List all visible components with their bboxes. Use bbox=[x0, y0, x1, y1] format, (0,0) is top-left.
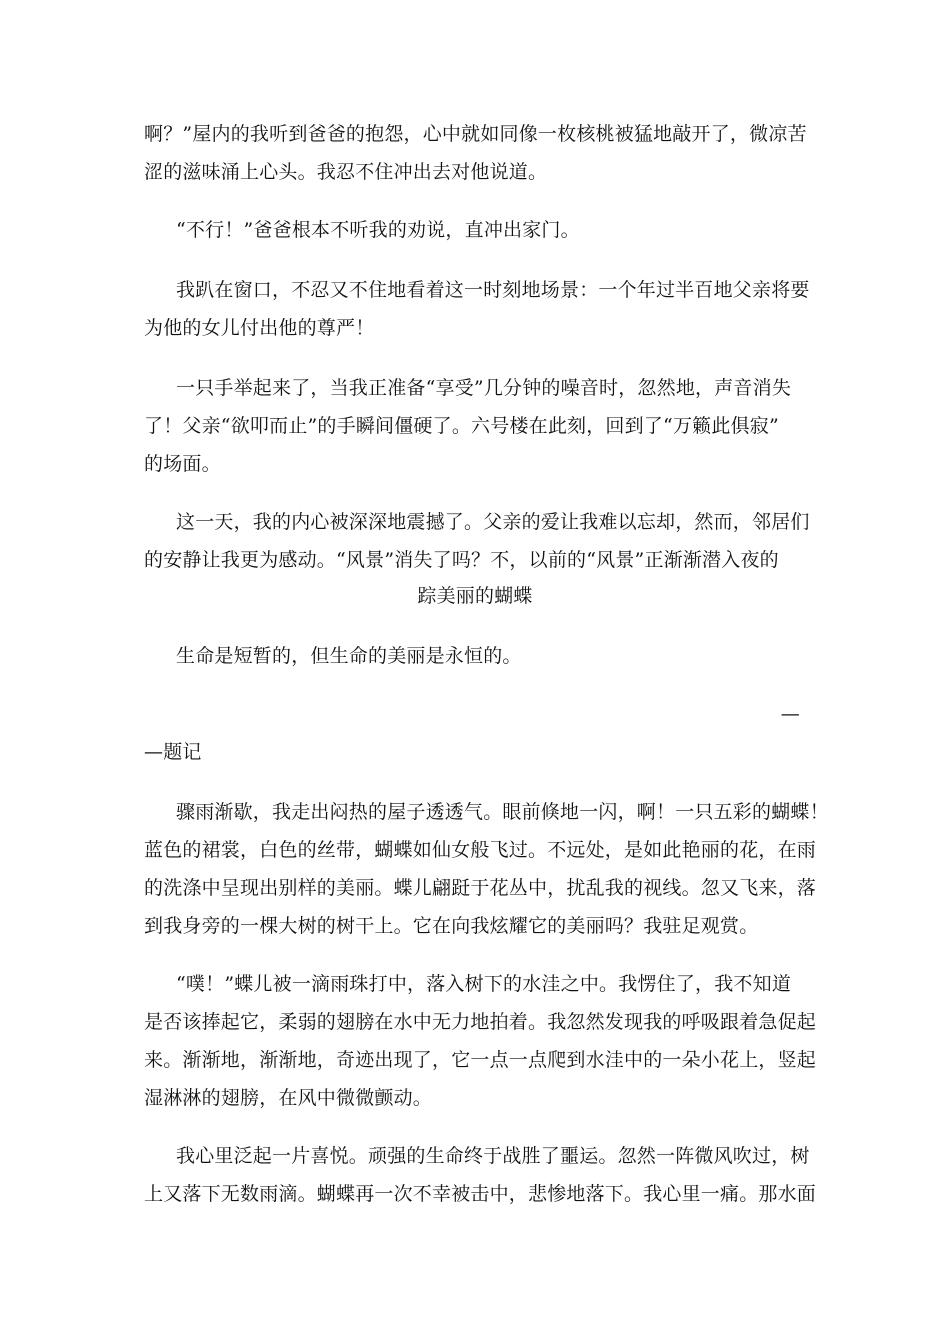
paragraph-line: 我心里泛起一片喜悦。顽强的生命终于战胜了噩运。忽然一阵微风吹过，树 bbox=[176, 1145, 810, 1167]
epigraph-dash: — bbox=[780, 703, 800, 725]
paragraph-line: 骤雨渐歇，我走出闷热的屋子透透气。眼前倏地一闪，啊！一只五彩的蝴蝶！ bbox=[176, 801, 829, 823]
paragraph-line: 一只手举起来了，当我正准备“享受”几分钟的噪音时，忽然地，声音消失 bbox=[176, 377, 792, 399]
paragraph-line: 蓝色的裙裳，白色的丝带，蝴蝶如仙女般飞过。不远处，是如此艳丽的花，在雨 bbox=[144, 839, 817, 861]
paragraph-line: 为他的女儿付出他的尊严！ bbox=[144, 317, 375, 339]
epigraph: 生命是短暂的，但生命的美丽是永恒的。 bbox=[176, 645, 522, 667]
epigraph-source: —题记 bbox=[144, 741, 202, 763]
paragraph-line: 涩的滋味涌上心头。我忍不住冲出去对他说道。 bbox=[144, 161, 548, 183]
paragraph-line: 的安静让我更为感动。“风景”消失了吗？不，以前的“风景”正渐渐潜入夜的 bbox=[144, 549, 779, 571]
paragraph-line: 来。渐渐地，渐渐地，奇迹出现了，它一点一点爬到水洼中的一朵小花上，竖起 bbox=[144, 1049, 817, 1071]
paragraph-line: “不行！”爸爸根本不听我的劝说，直冲出家门。 bbox=[176, 219, 580, 241]
paragraph-line: 的洗涤中呈现出别样的美丽。蝶儿翩跹于花丛中，扰乱我的视线。忽又飞来，落 bbox=[144, 877, 817, 899]
paragraph-line: 到我身旁的一棵大树的树干上。它在向我炫耀它的美丽吗？我驻足观赏。 bbox=[144, 915, 759, 937]
paragraph-line: “噗！”蝶儿被一滴雨珠打中，落入树下的水洼之中。我愣住了，我不知道 bbox=[176, 973, 792, 995]
paragraph-line: 是否该捧起它，柔弱的翅膀在水中无力地拍着。我忽然发现我的呼吸跟着急促起 bbox=[144, 1011, 817, 1033]
paragraph-line: 这一天，我的内心被深深地震撼了。父亲的爱让我难以忘却，然而，邻居们 bbox=[176, 511, 810, 533]
paragraph-line: 上又落下无数雨滴。蝴蝶再一次不幸被击中，悲惨地落下。我心里一痛。那水面 bbox=[144, 1183, 817, 1205]
paragraph-line: 了！父亲“欲叩而止”的手瞬间僵硬了。六号楼在此刻，回到了“万籁此俱寂” bbox=[144, 415, 779, 437]
paragraph-line: 的场面。 bbox=[144, 453, 221, 475]
paragraph-line: 啊？”屋内的我听到爸爸的抱怨，心中就如同像一枚核桃被猛地敲开了，微凉苦 bbox=[144, 123, 807, 145]
paragraph-line: 我趴在窗口，不忍又不住地看着这一时刻地场景：一个年过半百地父亲将要 bbox=[176, 279, 810, 301]
paragraph-line: 湿淋淋的翅膀，在风中微微颤动。 bbox=[144, 1087, 433, 1109]
essay-title: 踪美丽的蝴蝶 bbox=[417, 585, 533, 607]
